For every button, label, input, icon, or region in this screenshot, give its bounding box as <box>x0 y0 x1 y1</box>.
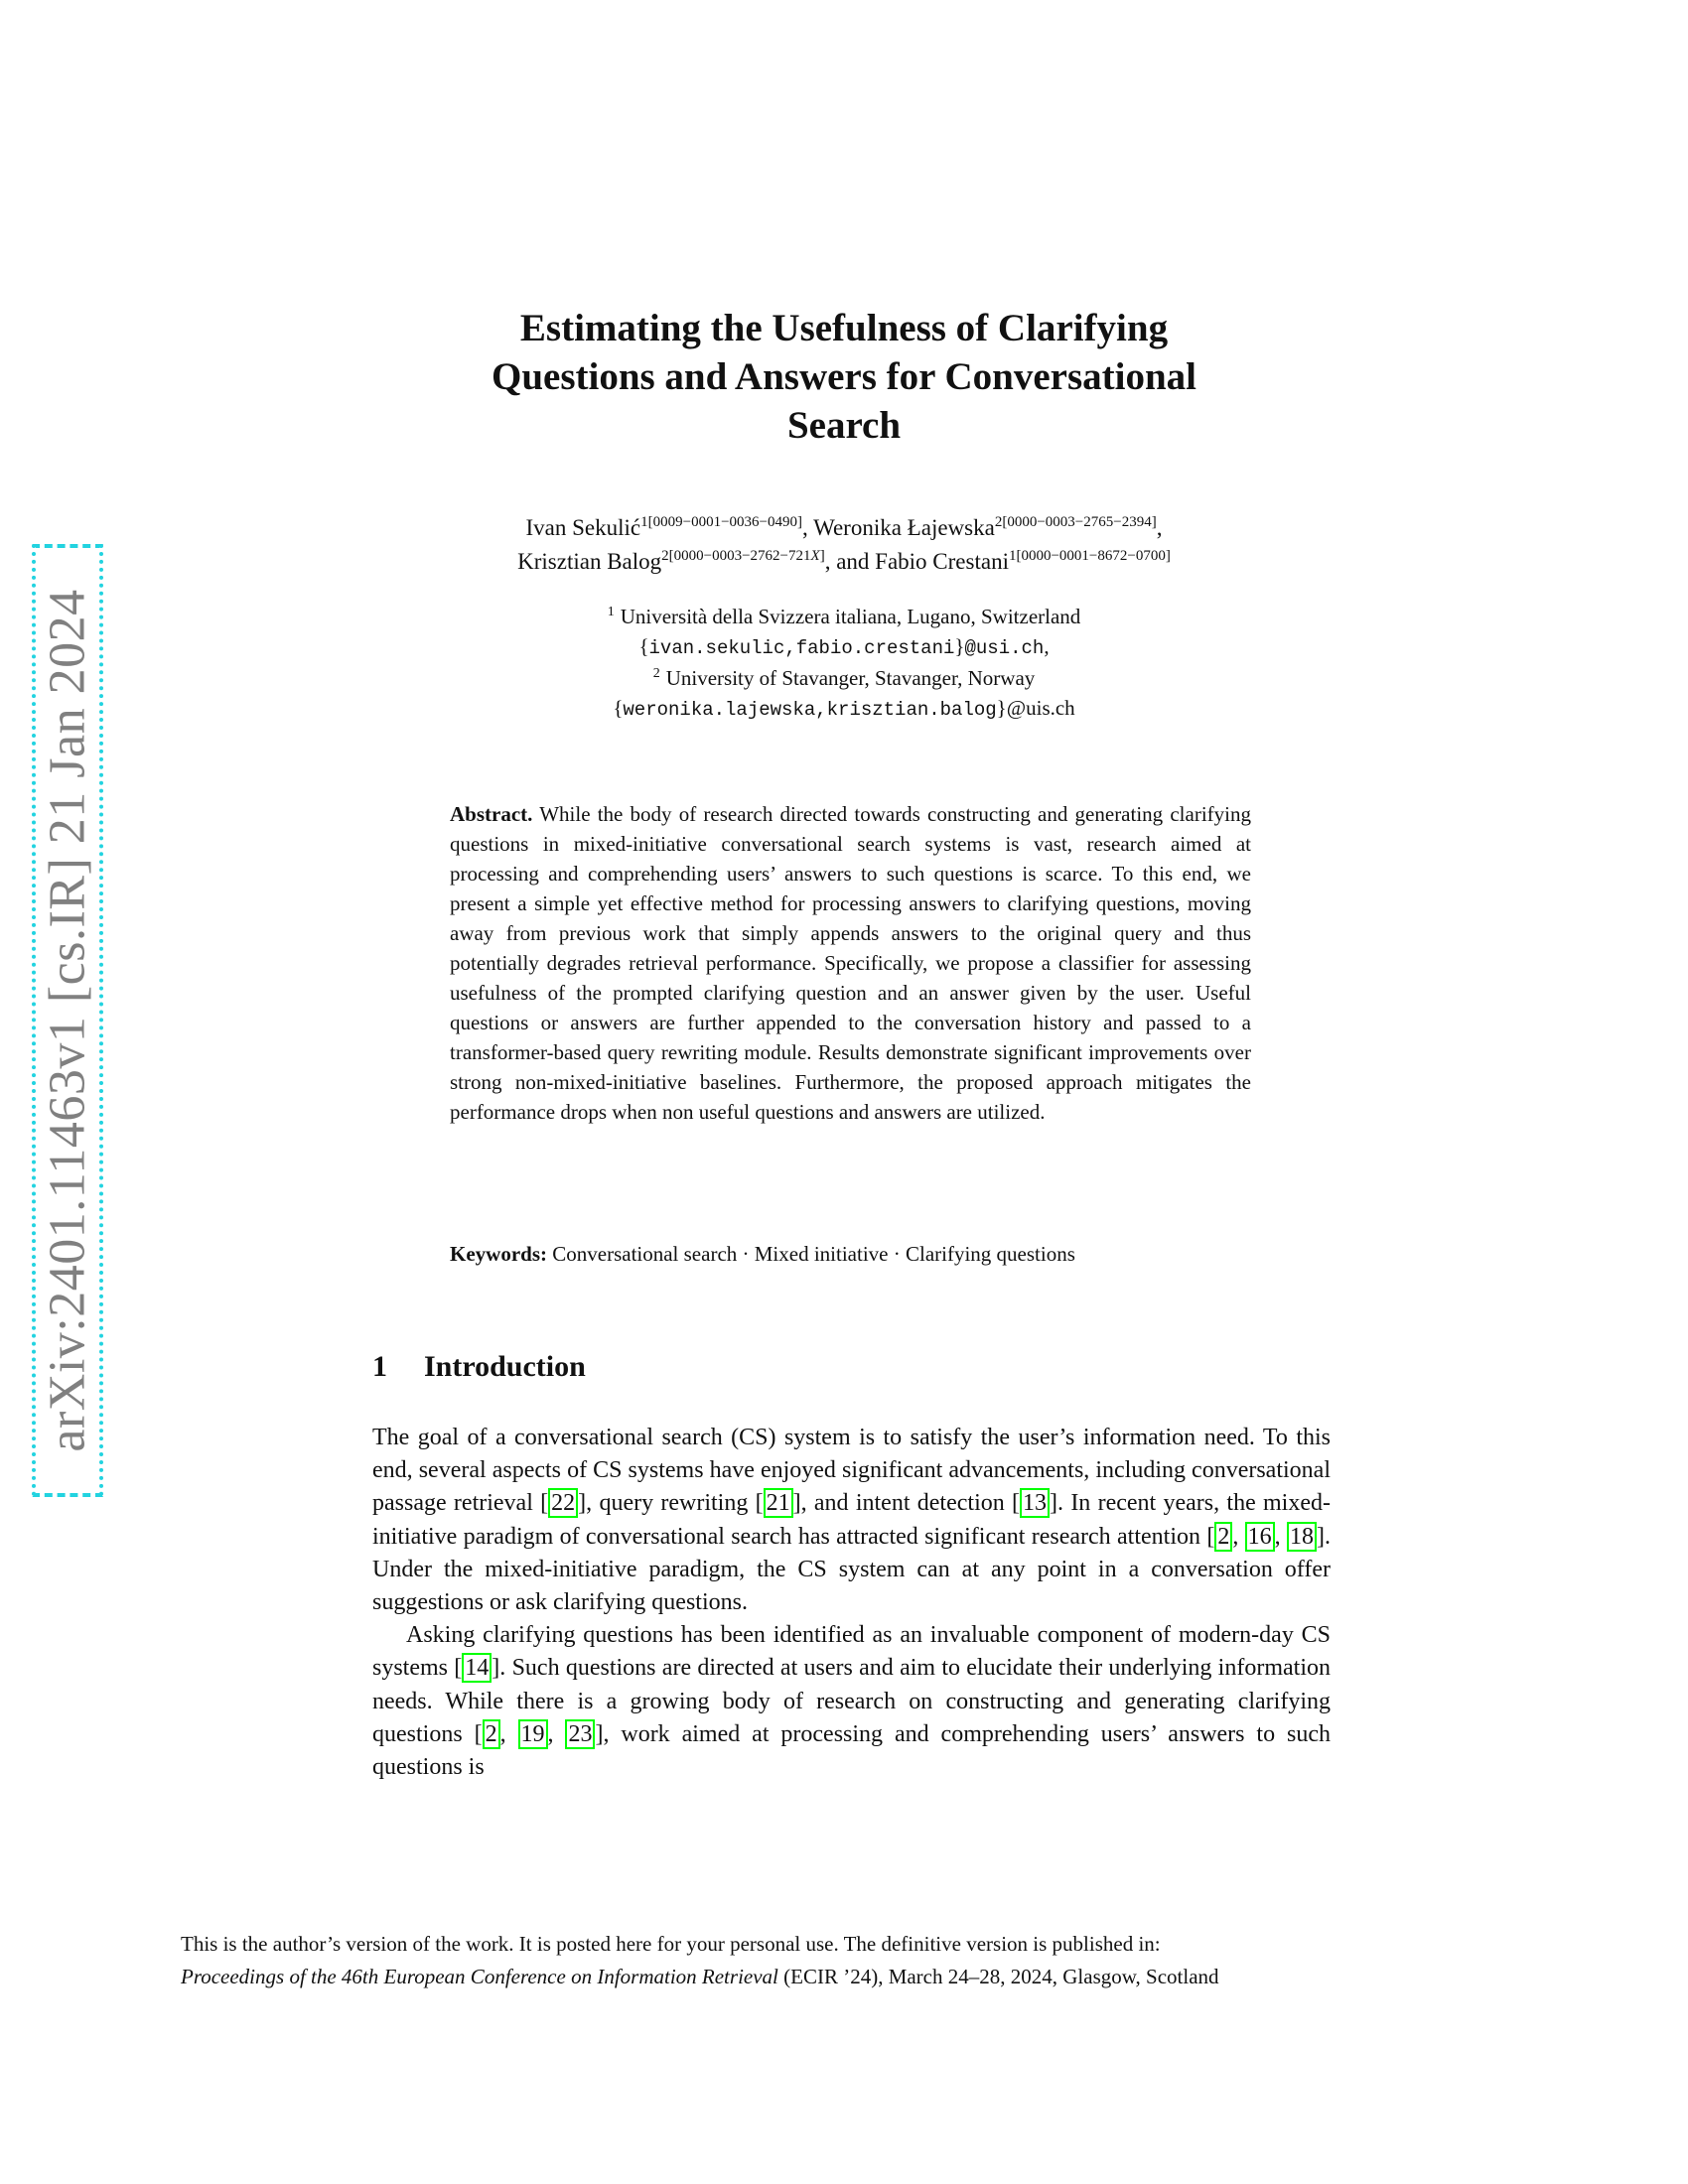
citation-link[interactable]: 2 <box>483 1719 500 1749</box>
section-heading <box>372 1350 586 1384</box>
citation-link[interactable]: 2 <box>1214 1522 1232 1552</box>
arxiv-stamp[interactable] <box>32 544 103 1497</box>
keywords-label: Keywords: <box>450 1242 547 1266</box>
author-name: Ivan Sekulić <box>525 515 641 540</box>
author-name: Fabio Crestani <box>875 549 1009 574</box>
title-line: Questions and Answers for Conversational <box>491 355 1197 398</box>
author-orcid[interactable]: 1[0009−0001−0036−0490] <box>640 514 803 530</box>
paper-title <box>298 304 1390 450</box>
author-orcid[interactable]: 1[0000−0001−8672−0700] <box>1008 548 1171 564</box>
citation-link[interactable]: 14 <box>462 1653 492 1683</box>
section-title: Introduction <box>424 1350 586 1383</box>
abstract-text: While the body of research directed towards constructing and generating clarifying questions in mixed-initiative conversational search systems is vast, research aimed at processing and comprehending users’ answers to such questions is scarce. To this end, we present a simple yet effective method for processing answers to clarifying questions, moving away from previous work that simply appends answers to the original query and thus potentially degrades retrieval performance. Specifically, we propose a classifier for assessing usefulness of the prompted clarifying question and an answer given by the user. Useful questions or answers are further appended to the conversation history and passed to a transformer-based query rewriting module. Results demonstrate significant improvements over strong non-mixed-initiative baselines. Furthermore, the proposed approach mitigates the performance drops when non useful questions and answers are utilized. <box>450 802 1251 1124</box>
title-line: Estimating the Usefulness of Clarifying <box>519 307 1169 349</box>
author-name: Krisztian Balog <box>517 549 662 574</box>
citation-link[interactable]: 22 <box>548 1488 578 1518</box>
citation-link[interactable]: 23 <box>565 1719 595 1749</box>
citation-link[interactable]: 16 <box>1245 1522 1275 1552</box>
abstract-label: Abstract. <box>450 802 533 826</box>
author-list <box>298 511 1390 579</box>
body-text <box>372 1422 1331 1784</box>
author-orcid[interactable]: 2[0000−0003−2765−2394] <box>994 514 1157 530</box>
affiliation-name: $^1$ Università della Svizzera italiana, Lugano, Switzerland <box>607 605 1081 628</box>
venue-name: Proceedings of the 46th European Conference on Information Retrieval <box>181 1965 778 1988</box>
author-orcid[interactable]: 2[0000−0003−2762−721X] <box>661 548 825 564</box>
paragraph: The goal of a conversational search (CS) system is to satisfy the user’s information need. To this end, several aspects of CS systems have enjoyed significant advancements, including conversational passage retrieval [ 22 ], query rewriting [ 21 ], and intent detection [ 13 ]. In recent years, the mixed-initiative paradigm of conversational search has attracted significant research attention [ 2 , 16 , 18 ]. Under the mixed-initiative paradigm, the CS system can at any point in a conversation offer suggestions or ask clarifying questions. <box>372 1425 1332 1616</box>
notice-line: This is the author’s version of the work. It is posted here for your personal use. The definitive version is published in: <box>181 1932 1161 1956</box>
section-number: 1 <box>372 1350 387 1383</box>
author-line: Ivan Sekulić$^{1[0009-0001-0036-0490]}$, Weronika Łajewska$^{2[0000-0003-2765-2394]}$, <box>525 514 1163 540</box>
citation-link[interactable]: 13 <box>1020 1488 1050 1518</box>
affiliation-email[interactable]: {weronika.lajewska,krisztian.balog}@uis.ch <box>613 696 1075 721</box>
abstract <box>450 799 1251 1127</box>
author-name: Weronika Łajewska <box>813 515 995 540</box>
keywords <box>450 1239 1251 1269</box>
citation-link[interactable]: 19 <box>518 1719 548 1749</box>
author-line: Krisztian Balog$^{2[0000-0003-2762-721X]}$, and Fabio Crestani$^{1[0000-0001-8672-0700]}$ <box>517 548 1171 574</box>
arxiv-identifier: arXiv:2401.11463v1 [cs.IR] 21 Jan 2024 <box>39 589 96 1452</box>
paragraph: Asking clarifying questions has been identified as an invaluable component of modern-day CS systems [ 14 ]. Such questions are directed at users and aim to elucidate their underlying information needs. While there is a growing body of research on constructing and generating clarifying questions [ 2 , 19 , 23 ], work aimed at processing and comprehending users’ answers to such questions is <box>372 1622 1332 1781</box>
venue-line: Proceedings of the 46th European Conference on Information Retrieval (ECIR ’24), March 24–28, 2024, Glasgow, Scotland <box>181 1965 1219 1988</box>
publication-notice <box>181 1928 1531 1993</box>
affiliation-email[interactable]: {ivan.sekulic,fabio.crestani}@usi.ch, <box>638 634 1050 659</box>
title-line: Search <box>786 404 902 447</box>
citation-link[interactable]: 21 <box>764 1488 793 1518</box>
affiliations <box>298 602 1390 725</box>
citation-link[interactable]: 18 <box>1287 1522 1317 1552</box>
keywords-text: Conversational search · Mixed initiative · Clarifying questions <box>552 1242 1075 1266</box>
affiliation-name: $^2$ University of Stavanger, Stavanger, Norway <box>652 666 1036 690</box>
